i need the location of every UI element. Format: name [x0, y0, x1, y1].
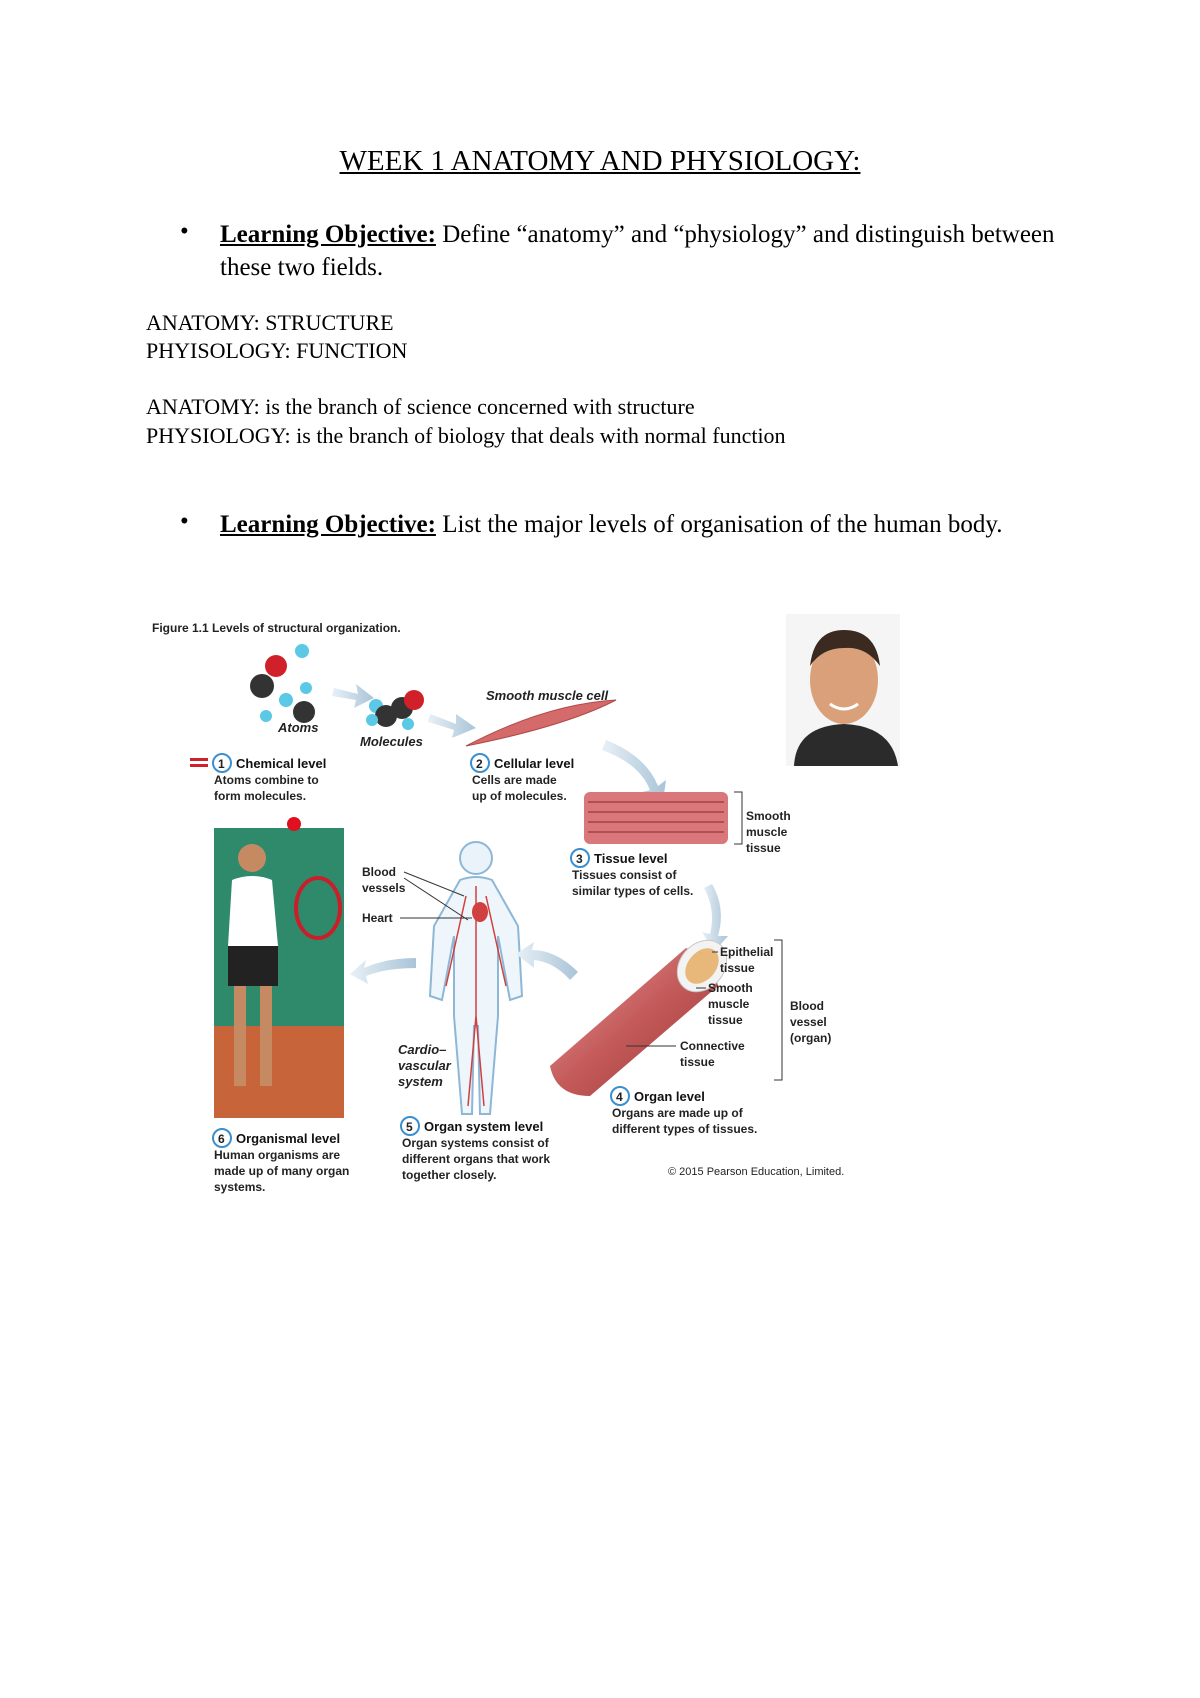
figure-caption: Figure 1.1 Levels of structural organization. — [152, 621, 401, 635]
objective-label: Learning Objective: — [220, 511, 436, 538]
objective-text: List the major levels of organisation of the human body. — [435, 511, 1003, 538]
smooth-muscle-tissue-illustration — [584, 792, 728, 844]
level-number: 2 — [476, 757, 483, 771]
level-6-organismal — [213, 1129, 349, 1194]
annotation: muscle — [746, 825, 788, 839]
physiology-value: FUNCTION — [290, 338, 408, 363]
level-desc: Human organisms are — [214, 1148, 341, 1162]
level-desc: Atoms combine to — [214, 773, 319, 787]
level-desc: Organ systems consist of — [402, 1136, 549, 1150]
physiology-short — [146, 338, 407, 364]
level-title: Organismal level — [236, 1131, 341, 1146]
physiology-def-value: : is the branch of biology that deals with normal function — [284, 423, 786, 448]
level-desc: form molecules. — [214, 789, 307, 803]
level-desc: similar types of cells. — [572, 884, 694, 898]
level-title: Chemical level — [236, 756, 327, 771]
annotation: tissue — [680, 1055, 715, 1069]
muscle-cell-illustration — [466, 700, 616, 746]
physiology-key: PHYISOLOGY: — [146, 338, 291, 363]
annotation: vessel — [790, 1015, 827, 1029]
bracket — [774, 940, 782, 1080]
level-desc: made up of many organ — [214, 1164, 350, 1178]
annotation: Connective — [680, 1039, 745, 1053]
level-desc: up of molecules. — [472, 789, 567, 803]
physiology-def-key: PHYSIOLOGY — [146, 423, 285, 448]
annotation: tissue — [720, 961, 755, 975]
molecules-label: Molecules — [360, 734, 423, 749]
level-desc: together closely. — [402, 1168, 497, 1182]
level-title: Cellular level — [494, 756, 575, 771]
level-number: 4 — [616, 1090, 623, 1104]
level-4-organ — [611, 1087, 757, 1136]
cardiovascular-body-illustration — [430, 842, 522, 1114]
anatomy-def-value: : is the branch of science concerned with structure — [253, 394, 695, 419]
bullet-2: • — [180, 508, 189, 535]
level-desc: Tissues consist of — [572, 868, 677, 882]
annotation: Epithelial — [720, 945, 774, 959]
annotation: (organ) — [790, 1031, 832, 1045]
level-number: 6 — [218, 1132, 225, 1146]
learning-objective-2 — [220, 508, 1060, 541]
level-title: Organ system level — [424, 1119, 544, 1134]
level-desc: systems. — [214, 1180, 266, 1194]
level-5-organ-system — [401, 1117, 550, 1182]
level-desc: different organs that work — [402, 1152, 551, 1166]
bullet-1: • — [180, 218, 189, 245]
level-desc: Organs are made up of — [612, 1106, 743, 1120]
annotation: tissue — [746, 841, 781, 855]
annotation: Smooth — [746, 809, 791, 823]
level-number: 5 — [406, 1120, 413, 1134]
anatomy-definition — [146, 394, 695, 420]
copyright: © 2015 Pearson Education, Limited. — [668, 1166, 845, 1178]
physiology-definition — [146, 423, 786, 449]
arrow-icon — [428, 714, 476, 738]
figure-svg — [146, 596, 1002, 1236]
level-1-chemical — [190, 754, 326, 803]
atoms-illustration — [250, 644, 315, 723]
level-2-cellular — [471, 754, 574, 803]
anatomy-value: STRUCTURE — [259, 310, 394, 335]
arrow-icon — [350, 958, 416, 984]
level-number: 1 — [218, 757, 225, 771]
anatomy-short — [146, 310, 394, 336]
level-desc: Cells are made — [472, 773, 557, 787]
level-number: 3 — [576, 852, 583, 866]
annotation: vascular — [398, 1058, 451, 1073]
objective-label: Learning Objective: — [220, 221, 436, 248]
arrow-icon — [332, 684, 374, 708]
anatomy-def-key: ANATOMY — [146, 394, 254, 419]
level-title: Tissue level — [594, 851, 668, 866]
level-title: Organ level — [634, 1089, 705, 1104]
annotation: tissue — [708, 1013, 743, 1027]
molecules-illustration — [366, 690, 424, 730]
annotation: Cardio– — [398, 1042, 447, 1057]
level-3-tissue — [571, 849, 693, 898]
annotation: muscle — [708, 997, 750, 1011]
annotation: vessels — [362, 881, 406, 895]
learning-objective-1 — [220, 218, 1060, 284]
smooth-muscle-cell-label: Smooth muscle cell — [486, 688, 609, 703]
tennis-player-photo — [214, 817, 344, 1118]
annotation: system — [398, 1074, 443, 1089]
arrow-icon — [516, 942, 578, 980]
objective-text: Define “anatomy” and “physiology” and distinguish between these two fields. — [220, 221, 1055, 281]
atoms-label: Atoms — [278, 720, 319, 735]
level-desc: different types of tissues. — [612, 1122, 758, 1136]
annotation: Blood — [362, 865, 396, 879]
annotation: Heart — [362, 911, 393, 925]
page-title: WEEK 1 ANATOMY AND PHYSIOLOGY: — [339, 145, 861, 177]
annotation: Smooth — [708, 981, 753, 995]
portrait-photo — [786, 614, 900, 766]
levels-of-organization-figure — [146, 596, 1002, 1236]
anatomy-key: ANATOMY: — [146, 310, 260, 335]
annotation: Blood — [790, 999, 824, 1013]
